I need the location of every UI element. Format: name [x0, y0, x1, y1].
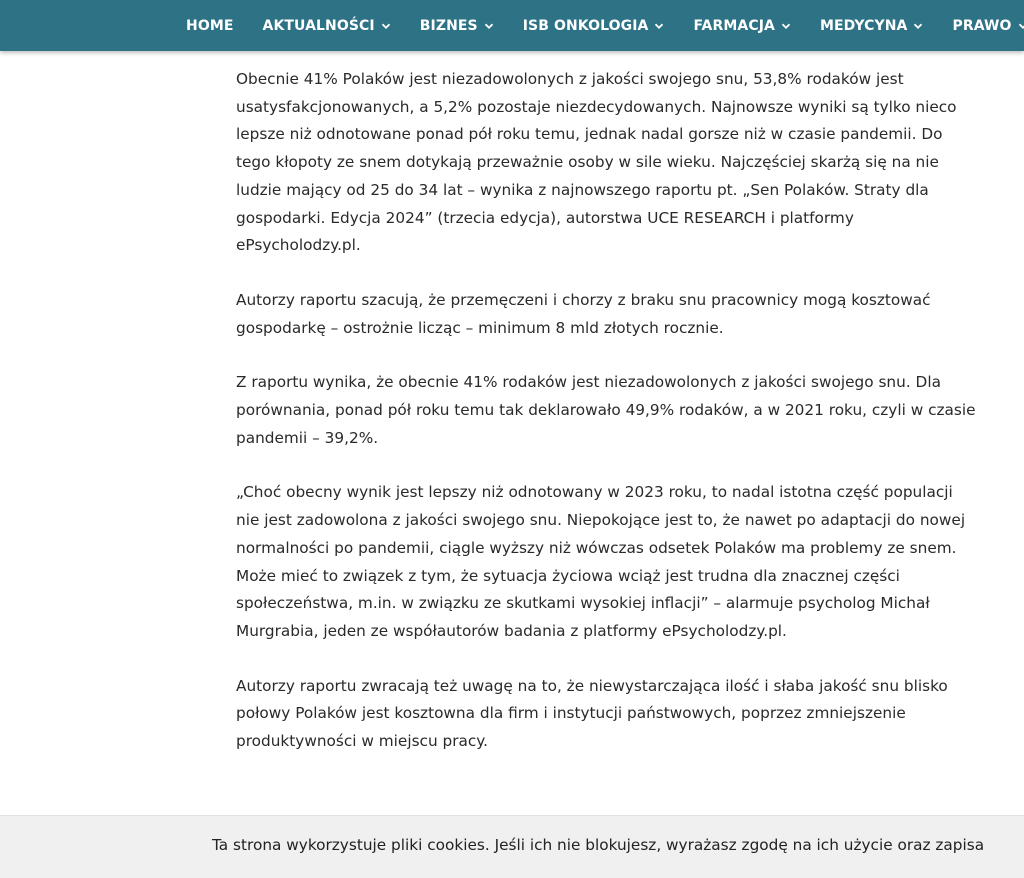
- nav-item-label: MEDYCYNA: [819, 17, 908, 34]
- nav-item-isb-onkologia[interactable]: [523, 18, 665, 34]
- nav-item-label: AKTUALNOŚCI: [262, 17, 375, 34]
- article-paragraph: Obecnie 41% Polaków jest niezadowolonych z jakości swojego snu, 53,8% rodaków jest usatysfakcjonowanych, a 5,2% pozostaje niezdecydowanych. Najnowsze wyniki są tylko nieco lepsze niż odnotowane ponad pół roku temu, jednak nadal gorsze niż w czasie pandemii. Do tego kłopoty ze snem dotykają przeważnie osoby w sile wieku. Najczęściej skarżą się na nie ludzie mający od 25 do 34 lat – wynika z najnowszego raportu pt. „Sen Polaków. Straty dla gospodarki. Edycja 2024” (trzecia edycja), autorstwa UCE RESEARCH i platformy ePsycholodzy.pl.: [236, 70, 957, 255]
- nav-item-medycyna[interactable]: [820, 18, 924, 34]
- nav-item-label: BIZNES: [419, 17, 478, 34]
- nav-item-home[interactable]: [186, 18, 234, 34]
- article-paragraph: Z raportu wynika, że obecnie 41% rodaków jest niezadowolonych z jakości swojego snu. Dla porównania, ponad pół roku temu tak deklarowało 49,9% rodaków, a w 2021 roku, czyli w czasie pandemii – 39,2%.: [236, 373, 976, 447]
- nav-item-label: FARMACJA: [693, 17, 775, 34]
- main-menu: [186, 0, 1024, 51]
- chevron-down-icon: [913, 21, 923, 31]
- chevron-down-icon: [1018, 21, 1024, 31]
- chevron-down-icon: [781, 21, 791, 31]
- article-paragraph: Autorzy raportu szacują, że przemęczeni i chorzy z braku snu pracownicy mogą kosztować gospodarkę – ostrożnie licząc – minimum 8 mld złotych rocznie.: [236, 290, 931, 337]
- nav-item-label: PRAWO: [952, 17, 1012, 34]
- nav-item-prawo[interactable]: [952, 18, 1024, 34]
- chevron-down-icon: [654, 21, 664, 31]
- nav-item-biznes[interactable]: [420, 18, 494, 34]
- nav-item-aktualnosci[interactable]: [263, 18, 391, 34]
- article-paragraph: „Choć obecny wynik jest lepszy niż odnotowany w 2023 roku, to nadal istotna część populacji nie jest zadowolona z jakości swojego snu. Niepokojące jest to, że nawet po adaptacji do nowej normalności po pandemii, ciągle wyższy niż wówczas odsetek Polaków ma problemy ze snem. Może mieć to związek z tym, że sytuacja życiowa wciąż jest trudna dla znacznej części społeczeństwa, m.in. w związku ze skutkami wysokiej inflacji” – alarmuje psycholog Michał Murgrabia, jeden ze współautorów badania z platformy ePsycholodzy.pl.: [236, 483, 966, 640]
- article-paragraph: Autorzy raportu zwracają też uwagę na to, że niewystarczająca ilość i słaba jakość snu blisko połowy Polaków jest kosztowna dla firm i instytucji państwowych, poprzez zmniejszenie produktywności w miejscu pracy.: [236, 676, 948, 751]
- cookie-consent-bar: [0, 815, 1024, 878]
- cookie-consent-text: Ta strona wykorzystuje pliki cookies. Jeśli ich nie blokujesz, wyrażasz zgodę na ich użycie oraz zapisa: [212, 836, 985, 854]
- nav-item-label: ISB ONKOLOGIA: [522, 17, 649, 34]
- nav-item-label: HOME: [186, 17, 234, 34]
- chevron-down-icon: [381, 21, 391, 31]
- article-body: [236, 66, 976, 783]
- top-navigation-bar: [0, 0, 1024, 51]
- nav-item-farmacja[interactable]: [693, 18, 790, 34]
- chevron-down-icon: [484, 21, 494, 31]
